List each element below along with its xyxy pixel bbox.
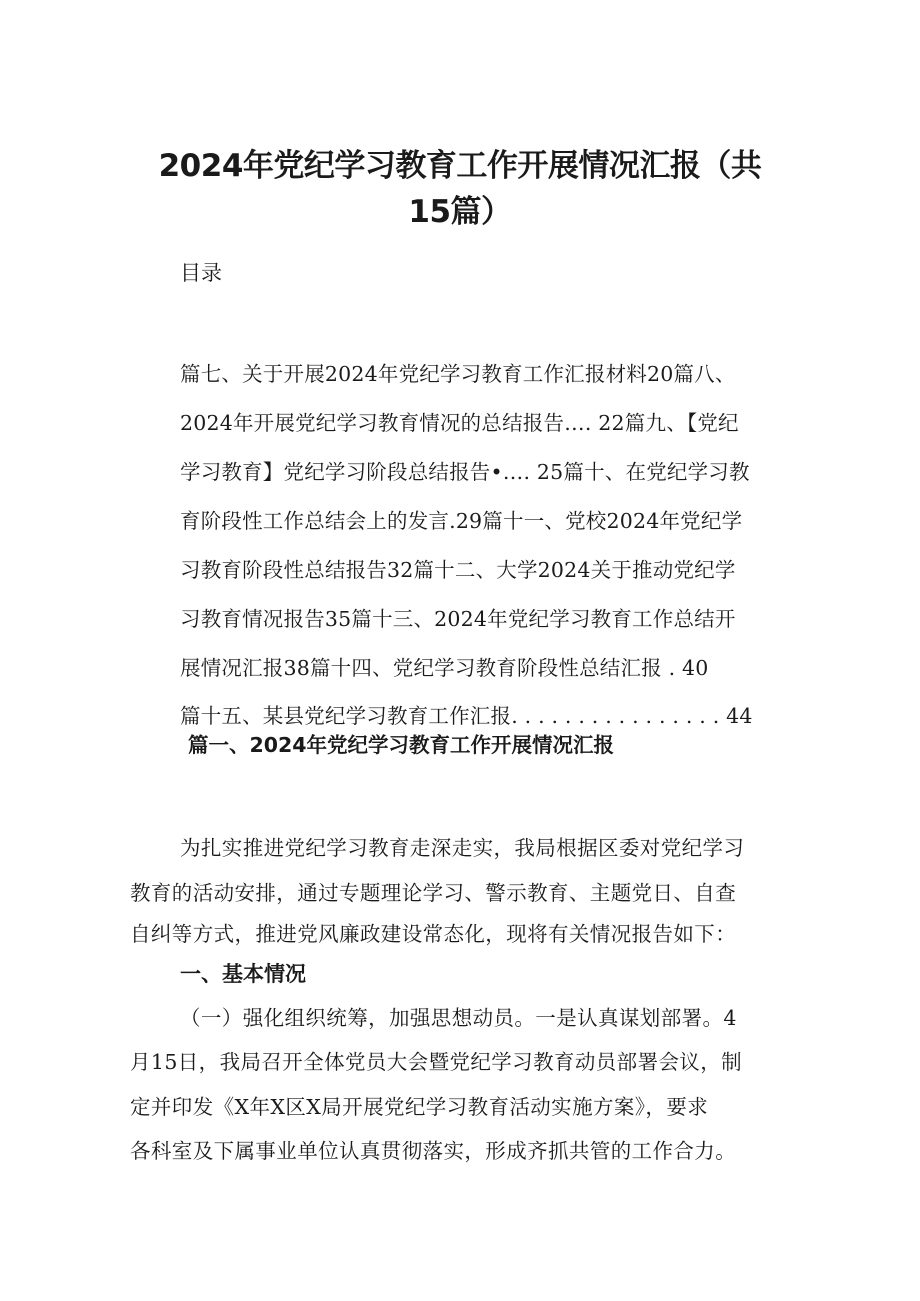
paragraph-line: 定并印发《X年X区X局开展党纪学习教育活动实施方案》，要求 bbox=[130, 1095, 709, 1119]
toc-line: 习教育阶段性总结报告32篇十二、大学2024关于推动党纪学 bbox=[180, 558, 736, 582]
toc-line: 育阶段性工作总结会上的发言.29篇十一、党校2024年党纪学 bbox=[180, 509, 743, 533]
toc-line: 篇七、关于开展2024年党纪学习教育工作汇报材料20篇八、 bbox=[180, 362, 736, 386]
paragraph-line: （一）强化组织统筹，加强思想动员。一是认真谋划部署。4 bbox=[180, 1006, 737, 1030]
paragraph-line: 月15日，我局召开全体党员大会暨党纪学习教育动员部署会议，制 bbox=[130, 1050, 743, 1074]
toc-line: 习教育情况报告35篇十三、2024年党纪学习教育工作总结开 bbox=[180, 607, 736, 631]
toc-line: 展情况汇报38篇十四、党纪学习教育阶段性总结汇报 . 40 bbox=[180, 656, 709, 680]
intro-line: 自纠等方式，推进党风廉政建设常态化，现将有关情况报告如下： bbox=[130, 922, 737, 946]
toc-line: 2024年开展党纪学习教育情况的总结报告…. 22篇九、【党纪 bbox=[180, 411, 739, 435]
document-title-line-2: 15篇） bbox=[408, 194, 512, 230]
intro-line: 为扎实推进党纪学习教育走深走实，我局根据区委对党纪学习 bbox=[180, 836, 745, 860]
intro-line: 教育的活动安排，通过专题理论学习、警示教育、主题党日、自查 bbox=[130, 881, 737, 905]
document-title-line-1: 2024年党纪学习教育工作开展情况汇报（共 bbox=[158, 148, 762, 184]
paragraph-line: 各科室及下属事业单位认真贯彻落实，形成齐抓共管的工作合力。 bbox=[130, 1139, 737, 1163]
section-title: 篇一、2024年党纪学习教育工作开展情况汇报 bbox=[188, 733, 615, 757]
heading-basic-situation: 一、基本情况 bbox=[180, 962, 306, 986]
toc-line: 学习教育】党纪学习阶段总结报告•…. 25篇十、在党纪学习教 bbox=[180, 460, 750, 484]
toc-line: 篇十五、某县党纪学习教育工作汇报. . . . . . . . . . . . . . . . 44 bbox=[180, 704, 753, 728]
toc-heading: 目录 bbox=[180, 261, 222, 285]
